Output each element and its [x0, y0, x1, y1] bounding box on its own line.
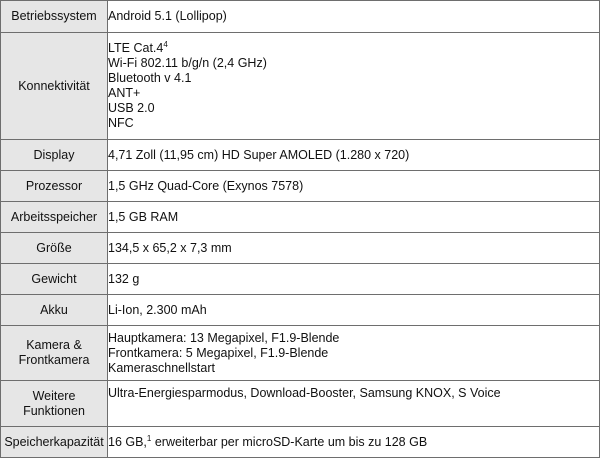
label-line: Weitere [32, 388, 76, 403]
table-row [1, 171, 600, 202]
label-line: Funktionen [23, 403, 85, 418]
row-value [108, 33, 600, 140]
table-row [1, 233, 600, 264]
row-value [108, 326, 600, 381]
value-line: ANT+ [108, 86, 141, 100]
row-label: Arbeitsspeicher [1, 202, 108, 233]
row-value: 134,5 x 65,2 x 7,3 mm [108, 233, 600, 264]
footnote-marker: 1 [146, 433, 152, 443]
table-row [1, 202, 600, 233]
row-label: Größe [1, 233, 108, 264]
value-line: USB 2.0 [108, 101, 155, 115]
value-line: Kameraschnellstart [108, 360, 215, 375]
row-label [1, 381, 108, 427]
label-line: Frontkamera [18, 353, 90, 367]
value-line: Frontkamera: 5 Megapixel, F1.9-Blende [108, 345, 329, 360]
table-row [1, 295, 600, 326]
value-line: Hauptkamera: 13 Megapixel, F1.9-Blende [108, 330, 340, 345]
row-value: Li-Ion, 2.300 mAh [108, 295, 600, 326]
value-line: Wi-Fi 802.11 b/g/n (2,4 GHz) [108, 56, 267, 70]
value-text: LTE Cat.4 [108, 41, 164, 55]
row-label [1, 326, 108, 381]
value-line: NFC [108, 116, 134, 130]
row-value: 1,5 GB RAM [108, 202, 600, 233]
value-line [108, 41, 599, 56]
row-label: Speicherkapazität [1, 427, 108, 458]
footnote-marker: 4 [163, 39, 168, 49]
table-row [1, 381, 600, 427]
row-label: Betriebssystem [1, 1, 108, 33]
table-row [1, 264, 600, 295]
table-row [1, 326, 600, 381]
row-value: 1,5 GHz Quad-Core (Exynos 7578) [108, 171, 600, 202]
value-text: erweiterbar per microSD-Karte um bis zu 128 GB [151, 434, 428, 449]
table-row [1, 1, 600, 33]
value-text: 16 GB, [108, 434, 147, 449]
row-label: Display [1, 140, 108, 171]
label-line: Kamera & [26, 338, 82, 352]
row-label: Konnektivität [1, 33, 108, 140]
row-label: Akku [1, 295, 108, 326]
value-line: Bluetooth v 4.1 [108, 71, 192, 85]
row-label: Gewicht [1, 264, 108, 295]
row-value: 4,71 Zoll (11,95 cm) HD Super AMOLED (1.280 x 720) [108, 140, 600, 171]
row-value: 132 g [108, 264, 600, 295]
row-value: Ultra-Energiesparmodus, Download-Booster, Samsung KNOX, S Voice [108, 381, 600, 427]
table-row [1, 33, 600, 140]
row-label: Prozessor [1, 171, 108, 202]
row-value: Android 5.1 (Lollipop) [108, 1, 600, 33]
table-row [1, 140, 600, 171]
